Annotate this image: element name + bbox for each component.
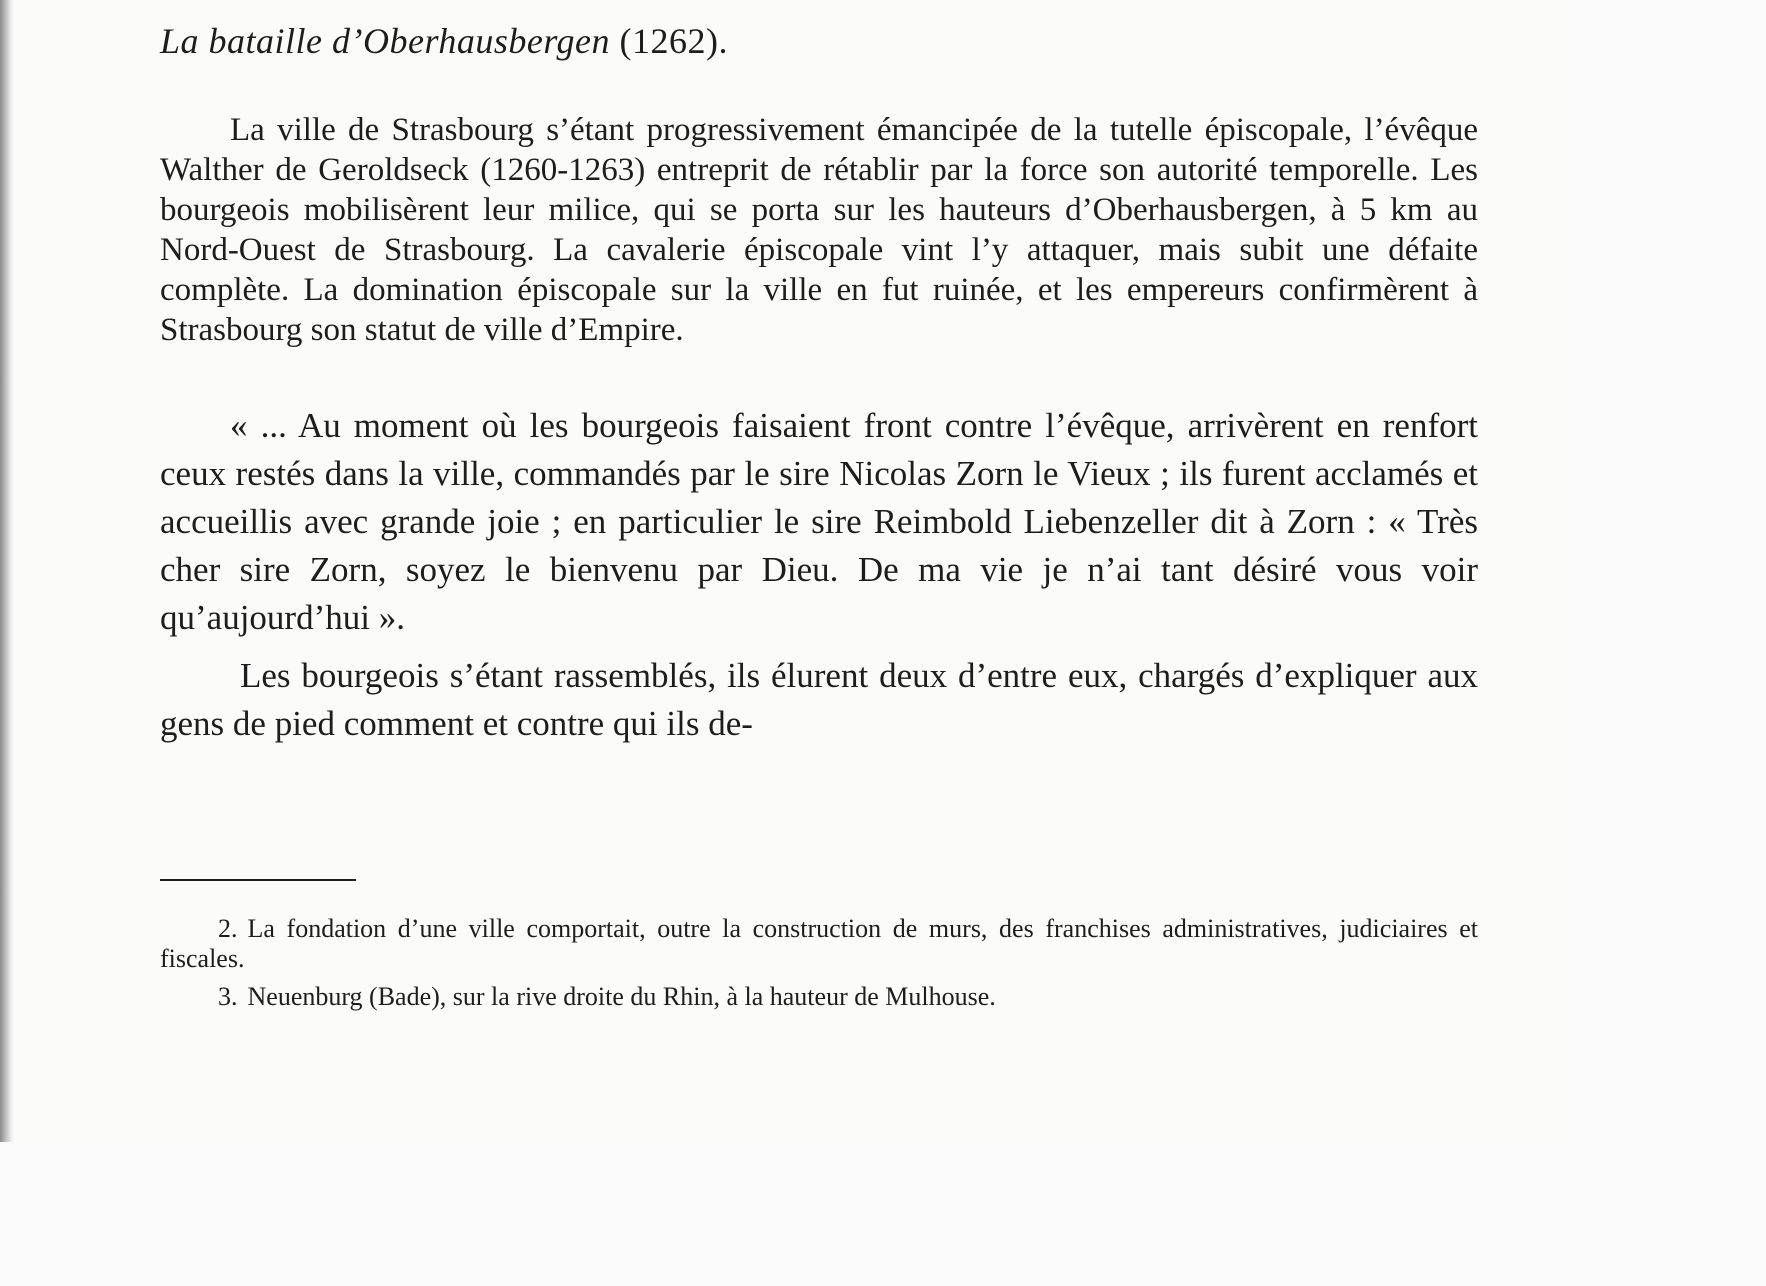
footnote-text: Neuenburg (Bade), sur la rive droite du Rhin, à la hauteur de Mulhouse. <box>247 982 996 1011</box>
quote-paragraph: « ... Au moment où les bourgeois faisaient front contre l’évêque, arrivèrent en renfort ceux restés dans la ville, commandés par le sire Nicolas Zorn le Vieux ; ils furent acclamés et accueillis avec grande joie ; en particulier le sire Reimbold Liebenzeller dit à Zorn : « Très cher sire Zorn, soyez le bienvenu par Dieu. De ma vie je n’ai tant désiré vous voir qu’aujourd’hui ». <box>160 406 1478 637</box>
footnote-number: 3. <box>218 982 238 1011</box>
footnote-3 <box>160 982 1478 1012</box>
footnotes <box>160 914 1478 1012</box>
section-heading-year: (1262). <box>619 21 728 61</box>
section-heading <box>160 14 1478 68</box>
footnote-number: 2. <box>218 914 238 943</box>
footnote-separator <box>160 879 356 881</box>
footnote-text: La fondation d’une ville comportait, outre la construction de murs, des franchises administratives, judiciaires et fiscales. <box>160 914 1478 973</box>
footnote-2 <box>160 914 1478 974</box>
intro-paragraph: La ville de Strasbourg s’étant progressivement émancipée de la tutelle épiscopale, l’évêque Walther de Geroldseck (1260-1263) entreprit de rétablir par la force son autorité temporelle. Les bourgeois mobilisèrent leur milice, qui se porta sur les hauteurs d’Oberhausbergen, à 5 km au Nord-Ouest de Strasbourg. La cavalerie épiscopale vint l’y attaquer, mais subit une défaite complète. La domination épiscopale sur la ville en fut ruinée, et les empereurs confirmèrent à Strasbourg son statut de ville d’Empire. <box>160 112 1478 348</box>
narrative-paragraph: Les bourgeois s’étant rassemblés, ils élurent deux d’entre eux, chargés d’expliquer aux gens de pied comment et contre qui ils de- <box>160 656 1478 743</box>
section-heading-title: La bataille d’Oberhausbergen <box>160 21 610 61</box>
main-text-block <box>160 14 1478 748</box>
binding-gutter-shadow <box>0 0 14 1142</box>
